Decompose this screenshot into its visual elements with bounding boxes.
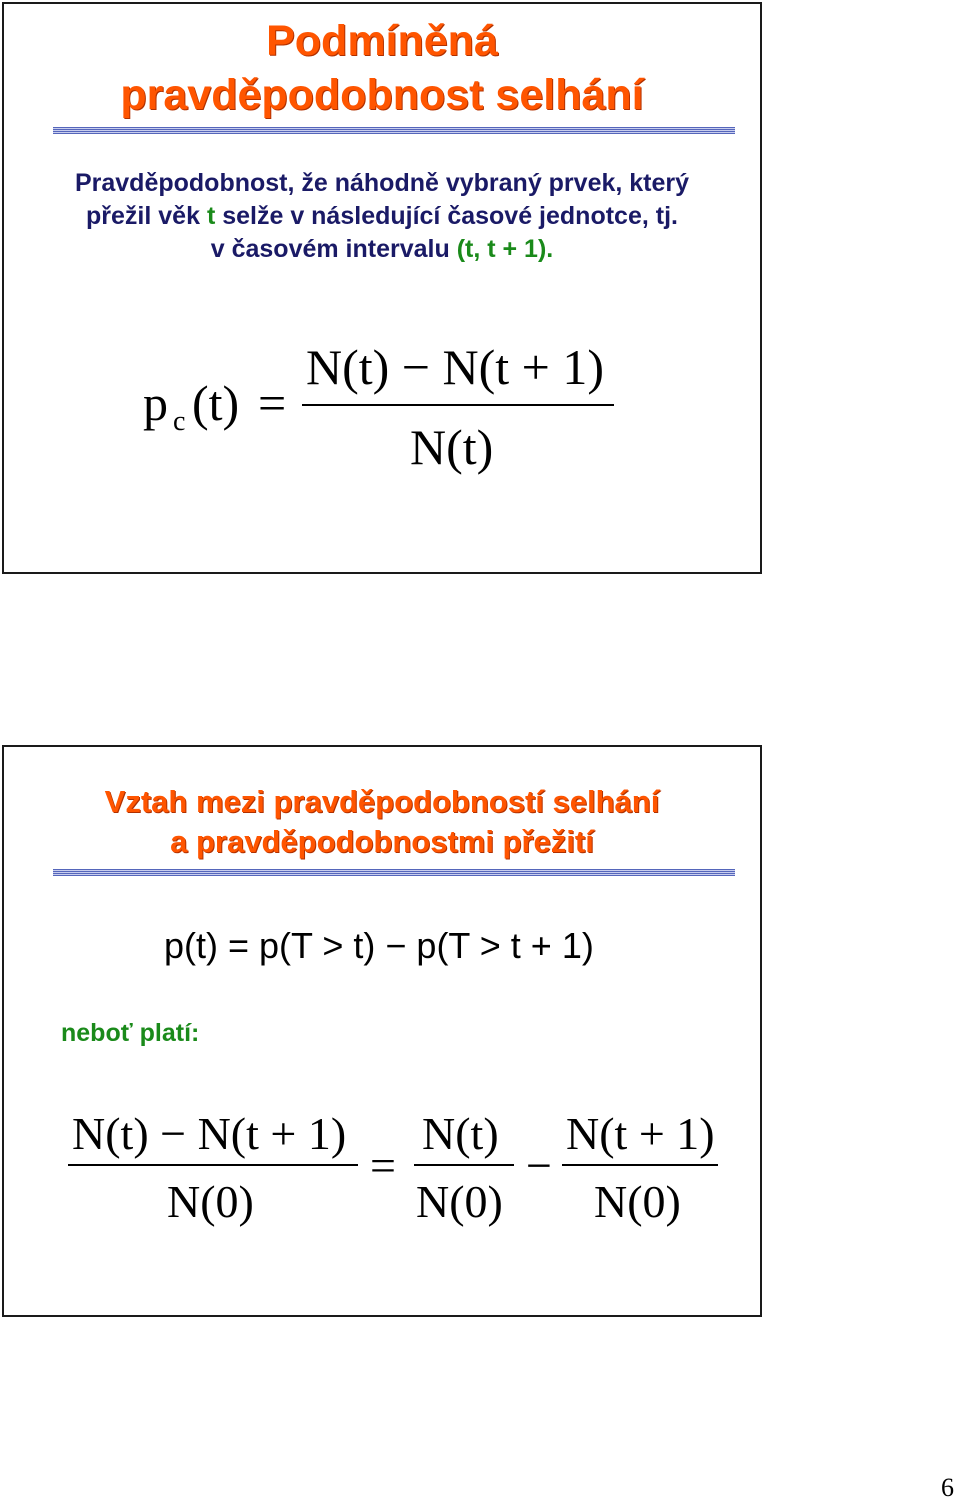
slide2-label-since: neboť platí: [61, 1019, 200, 1047]
fraction-equals: = [370, 1140, 396, 1191]
fraction2-numerator: N(t) [422, 1108, 499, 1159]
fraction-minus: − [526, 1140, 552, 1191]
fraction3-line [562, 1164, 718, 1166]
fraction1-numerator: N(t) − N(t + 1) [72, 1108, 347, 1159]
formula-fraction-line [302, 404, 614, 406]
slide1-title-line2: pravděpodobnost selhání [120, 71, 644, 119]
fraction1-line [68, 1164, 358, 1166]
slide-conditional-failure-probability [2, 2, 762, 574]
slide1-text-line2-part-b: selže v následující časové jednotce, tj. [215, 202, 678, 230]
slide1-text-line2-part-a: přežil věk [86, 202, 207, 230]
slide1-text-interval: (t, t + 1). [456, 235, 554, 263]
slide1-text-line2 [4, 200, 760, 233]
fraction2-denominator: N(0) [416, 1176, 503, 1227]
slide-failure-survival-relation [2, 745, 762, 1317]
slide1-text-line3 [4, 233, 760, 266]
formula-numerator: N(t) − N(t + 1) [306, 339, 604, 395]
fraction3-numerator: N(t + 1) [566, 1108, 715, 1159]
formula-equals: = [258, 375, 287, 431]
slide1-text-line1: Pravděpodobnost, že náhodně vybraný prvek, který [74, 169, 690, 197]
fraction2-line [414, 1164, 514, 1166]
slide2-title-divider [53, 869, 735, 876]
slide1-text-variable-t: t [206, 202, 216, 230]
slide1-title-line1: Podmíněná [266, 17, 498, 65]
slide2-probability-formula: p(t) = p(T > t) − p(T > t + 1) [164, 925, 594, 966]
page-number: 6 [941, 1473, 954, 1502]
slide2-title-line1: Vztah mezi pravděpodobností selhání [104, 784, 660, 819]
formula-lhs-subscript: c [173, 406, 186, 437]
slide1-text-line3-part-a: v časovém intervalu [210, 235, 457, 263]
formula-lhs-p: p [143, 375, 168, 431]
formula-lhs-argument: (t) [192, 375, 240, 431]
slide1-title-divider [53, 127, 735, 134]
formula-denominator: N(t) [410, 419, 494, 475]
slide2-title-line2: a pravděpodobnostmi přežití [170, 824, 594, 859]
fraction3-denominator: N(0) [594, 1176, 681, 1227]
fraction1-denominator: N(0) [167, 1176, 254, 1227]
